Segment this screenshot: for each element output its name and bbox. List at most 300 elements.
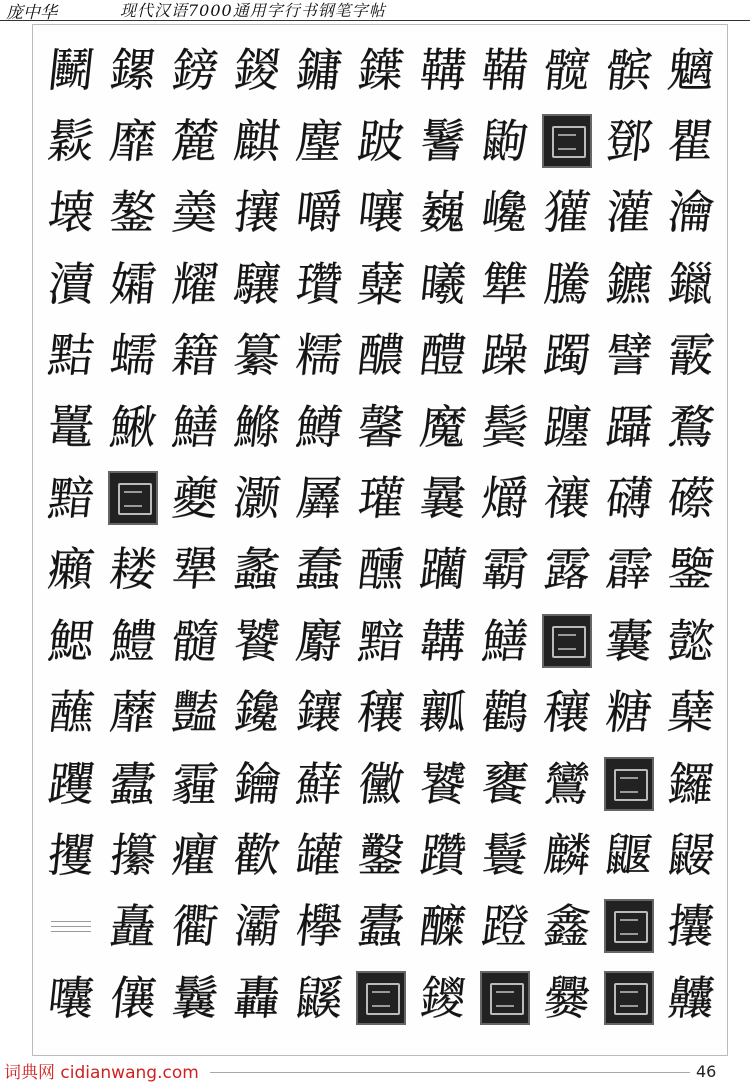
calligraphy-character: 犨 [479,256,531,311]
calligraphy-character: 鎊 [169,42,221,97]
calligraphy-character: 黴 [355,756,407,811]
grid-cell [474,105,536,176]
calligraphy-character: 瓘 [355,471,407,526]
grid-cell [598,177,660,248]
grid-cell [288,248,350,319]
grid-cell [474,962,536,1033]
calligraphy-character: 衢 [169,899,221,954]
calligraphy-character: 耀 [169,256,221,311]
calligraphy-character: 瓤 [417,685,469,740]
calligraphy-character: 蠹 [107,756,159,811]
calligraphy-character: 穰 [541,685,593,740]
grid-cell [164,605,226,676]
calligraphy-character: 攘 [231,185,283,240]
grid-cell [350,819,412,890]
grid-cell [412,534,474,605]
grid-cell [288,105,350,176]
grid-cell [598,105,660,176]
grid-cell [660,248,722,319]
seal-stamp-icon [604,757,654,811]
grid-cell [474,534,536,605]
grid-cell [474,34,536,105]
grid-cell [288,819,350,890]
grid-cell [350,605,412,676]
calligraphy-character: 霾 [169,756,221,811]
grid-cell [350,177,412,248]
calligraphy-character: 鑫 [541,899,593,954]
calligraphy-character: 髌 [603,42,655,97]
calligraphy-character: 蠢 [293,542,345,597]
calligraphy-character: 麓 [169,114,221,169]
calligraphy-character: 麒 [231,114,283,169]
calligraphy-character: 巉 [479,185,531,240]
grid-cell [474,391,536,462]
grid-cell [102,391,164,462]
calligraphy-character: 靡 [107,114,159,169]
grid-cell [598,891,660,962]
calligraphy-character: 灌 [603,185,655,240]
calligraphy-character: 礴 [603,471,655,526]
calligraphy-character: 矗 [107,899,159,954]
grid-cell [226,534,288,605]
footer-divider [210,1072,690,1073]
calligraphy-character: 鱔 [169,399,221,454]
calligraphy-character: 饕 [417,756,469,811]
calligraphy-character: 鑲 [293,685,345,740]
calligraphy-character: 羼 [293,471,345,526]
grid-cell [412,819,474,890]
calligraphy-character: 醺 [355,542,407,597]
calligraphy-character: 霰 [665,328,717,383]
grid-cell [536,891,598,962]
grid-cell [164,320,226,391]
grid-cell [164,248,226,319]
calligraphy-character: 醴 [417,328,469,383]
calligraphy-character: 鰍 [107,399,159,454]
calligraphy-character: 鶩 [665,399,717,454]
grid-cell [226,962,288,1033]
grid-cell [226,320,288,391]
calligraphy-character: 羮 [169,185,221,240]
website-watermark: 词典网 cidianwang.com [4,1063,199,1083]
calligraphy-character: 鑼 [665,756,717,811]
calligraphy-character: 躁 [479,328,531,383]
calligraphy-character: 蠡 [231,542,283,597]
grid-cell [412,891,474,962]
calligraphy-character: 驤 [231,256,283,311]
calligraphy-character: 魑 [665,42,717,97]
grid-cell [350,962,412,1033]
calligraphy-character: 壊 [45,185,97,240]
grid-cell [40,677,102,748]
grid-cell [412,391,474,462]
calligraphy-character: 騰 [541,256,593,311]
calligraphy-character: 鬟 [479,827,531,882]
grid-cell [40,177,102,248]
calligraphy-character: 鸞 [541,756,593,811]
calligraphy-character: 蘚 [293,756,345,811]
grid-cell [412,677,474,748]
grid-cell [660,605,722,676]
calligraphy-character: 鏞 [293,42,345,97]
calligraphy-character: 麈 [293,114,345,169]
calligraphy-character: 鬭 [45,42,97,97]
grid-cell [536,177,598,248]
grid-cell [598,391,660,462]
grid-cell [40,534,102,605]
grid-cell [536,534,598,605]
calligraphy-character: 歡 [231,827,283,882]
grid-cell [40,462,102,533]
grid-cell [660,320,722,391]
calligraphy-character: 鱒 [293,399,345,454]
calligraphy-character: 鰷 [231,399,283,454]
calligraphy-character: 耧 [107,542,159,597]
calligraphy-character: 鰓 [45,613,97,668]
grid-cell [288,320,350,391]
faint-mark-icon [51,911,91,941]
calligraphy-character: 鼴 [603,827,655,882]
seal-stamp-icon [542,114,592,168]
calligraphy-character: 鱧 [107,613,159,668]
grid-cell [660,462,722,533]
book-title: 现代汉语7000通用字行书钢笔字帖 [120,1,386,20]
calligraphy-character: 鑰 [231,756,283,811]
calligraphy-character: 鼍 [45,399,97,454]
grid-cell [350,320,412,391]
grid-cell [164,34,226,105]
calligraphy-character: 罐 [293,827,345,882]
calligraphy-character: 獾 [541,185,593,240]
grid-cell [226,34,288,105]
calligraphy-character: 纂 [231,328,283,383]
calligraphy-character: 瞿 [665,114,717,169]
grid-cell [288,462,350,533]
grid-cell [226,605,288,676]
calligraphy-character: 鑣 [603,256,655,311]
grid-cell [102,605,164,676]
grid-cell [226,105,288,176]
calligraphy-character: 攥 [107,827,159,882]
grid-cell [102,34,164,105]
grid-cell [164,391,226,462]
calligraphy-character: 癯 [169,827,221,882]
seal-stamp-icon [604,899,654,953]
calligraphy-character: 鑁 [417,970,469,1025]
grid-cell [412,462,474,533]
grid-cell [164,534,226,605]
calligraphy-character: 禳 [541,471,593,526]
calligraphy-character: 醾 [417,899,469,954]
grid-cell [102,534,164,605]
calligraphy-character: 蘼 [107,685,159,740]
calligraphy-character: 瀹 [665,185,717,240]
calligraphy-character: 鬤 [169,970,221,1025]
calligraphy-character: 鑒 [665,542,717,597]
calligraphy-character: 攮 [665,899,717,954]
grid-cell [598,605,660,676]
grid-cell [412,105,474,176]
grid-cell [226,177,288,248]
calligraphy-character: 鼩 [479,114,531,169]
calligraphy-character: 灞 [231,899,283,954]
grid-cell [412,962,474,1033]
grid-cell [598,962,660,1033]
seal-stamp-icon [542,614,592,668]
grid-cell [536,320,598,391]
grid-cell [474,177,536,248]
grid-cell [226,462,288,533]
grid-cell [536,34,598,105]
calligraphy-character: 蘖 [665,685,717,740]
grid-cell [598,677,660,748]
grid-cell [660,677,722,748]
grid-cell [598,534,660,605]
seal-stamp-icon [604,971,654,1025]
grid-cell [660,34,722,105]
grid-cell [226,748,288,819]
grid-cell [350,34,412,105]
calligraphy-character: 糯 [293,328,345,383]
grid-cell [660,391,722,462]
calligraphy-character: 鼹 [665,827,717,882]
grid-cell [226,677,288,748]
grid-cell [412,248,474,319]
calligraphy-character: 穰 [355,685,407,740]
grid-cell [598,819,660,890]
calligraphy-character: 鏍 [107,42,159,97]
calligraphy-character: 囊 [603,613,655,668]
grid-cell [102,320,164,391]
grid-cell [660,177,722,248]
calligraphy-character: 麟 [541,827,593,882]
page-header [0,0,750,21]
grid-cell [412,605,474,676]
grid-cell [40,248,102,319]
calligraphy-character: 魔 [417,399,469,454]
calligraphy-character: 糖 [603,685,655,740]
grid-cell [474,248,536,319]
calligraphy-character: 躅 [541,328,593,383]
calligraphy-character: 蘸 [45,685,97,740]
calligraphy-character: 韝 [417,613,469,668]
calligraphy-character: 鬏 [45,114,97,169]
calligraphy-character: 跛 [355,114,407,169]
grid-cell [598,748,660,819]
calligraphy-character: 爝 [479,471,531,526]
grid-cell [350,462,412,533]
grid-cell [40,748,102,819]
grid-cell [660,748,722,819]
calligraphy-character: 鸛 [479,685,531,740]
calligraphy-character: 黯 [45,471,97,526]
calligraphy-character: 轟 [231,970,283,1025]
grid-cell [350,105,412,176]
grid-cell [536,605,598,676]
grid-cell [226,391,288,462]
calligraphy-character: 躦 [417,827,469,882]
grid-cell [660,819,722,890]
calligraphy-character: 躔 [541,399,593,454]
calligraphy-character: 曩 [417,471,469,526]
grid-cell [288,962,350,1033]
calligraphy-character: 躡 [603,399,655,454]
grid-cell [412,34,474,105]
page-footer [0,1058,750,1087]
calligraphy-character: 礤 [665,471,717,526]
grid-cell [164,748,226,819]
calligraphy-character: 曦 [417,256,469,311]
grid-cell [660,534,722,605]
grid-cell [660,962,722,1033]
calligraphy-character: 躩 [45,756,97,811]
grid-cell [350,677,412,748]
grid-cell [474,462,536,533]
calligraphy-character: 霹 [603,542,655,597]
grid-cell [40,819,102,890]
calligraphy-character: 鬐 [417,114,469,169]
grid-cell [164,462,226,533]
calligraphy-character: 籍 [169,328,221,383]
grid-cell [102,962,164,1033]
calligraphy-character: 癩 [45,542,97,597]
calligraphy-character: 欅 [293,899,345,954]
grid-cell [598,462,660,533]
calligraphy-character: 懿 [665,613,717,668]
grid-cell [40,391,102,462]
calligraphy-character: 瓚 [293,256,345,311]
calligraphy-character: 黠 [45,328,97,383]
grid-cell [40,320,102,391]
calligraphy-character: 髓 [169,613,221,668]
grid-cell [350,534,412,605]
grid-cell [412,320,474,391]
calligraphy-character: 鱔 [479,613,531,668]
grid-cell [474,819,536,890]
grid-cell [598,34,660,105]
calligraphy-character: 鑱 [231,685,283,740]
grid-cell [536,962,598,1033]
calligraphy-character: 髋 [541,42,593,97]
character-grid [40,34,722,1033]
grid-cell [660,105,722,176]
grid-cell [164,962,226,1033]
calligraphy-character: 鞴 [479,42,531,97]
grid-cell [226,248,288,319]
calligraphy-character: 嚷 [355,185,407,240]
calligraphy-character: 鼷 [293,970,345,1025]
grid-cell [660,891,722,962]
calligraphy-character: 鐷 [355,42,407,97]
grid-cell [288,677,350,748]
grid-cell [536,748,598,819]
grid-cell [350,748,412,819]
grid-cell [536,677,598,748]
grid-cell [164,177,226,248]
grid-cell [350,891,412,962]
calligraphy-character: 鍐 [231,42,283,97]
grid-cell [164,819,226,890]
grid-cell [102,748,164,819]
grid-cell [102,462,164,533]
grid-cell [288,34,350,105]
grid-cell [536,248,598,319]
grid-cell [474,605,536,676]
calligraphy-character: 霸 [479,542,531,597]
calligraphy-character: 鬓 [479,399,531,454]
grid-cell [536,105,598,176]
calligraphy-character: 黯 [355,613,407,668]
calligraphy-character: 饕 [231,613,283,668]
grid-cell [40,605,102,676]
grid-cell [536,462,598,533]
calligraphy-character: 鄧 [603,114,655,169]
page-number: 46 [696,1062,717,1081]
grid-cell [474,891,536,962]
calligraphy-character: 馨 [355,399,407,454]
calligraphy-character: 蠕 [107,328,159,383]
calligraphy-character: 露 [541,542,593,597]
grid-cell [164,677,226,748]
grid-cell [536,819,598,890]
calligraphy-character: 瀆 [45,256,97,311]
grid-cell [350,391,412,462]
grid-cell [288,177,350,248]
calligraphy-character: 嚼 [293,185,345,240]
grid-cell [536,391,598,462]
grid-cell [102,105,164,176]
calligraphy-character: 爨 [541,970,593,1025]
calligraphy-character: 鏊 [107,185,159,240]
calligraphy-character: 齉 [665,970,717,1025]
grid-cell [102,677,164,748]
calligraphy-character: 攫 [45,827,97,882]
seal-stamp-icon [108,471,158,525]
calligraphy-character: 譬 [603,328,655,383]
author-name: 庞中华 [6,3,57,23]
grid-cell [102,248,164,319]
grid-cell [226,819,288,890]
grid-cell [288,534,350,605]
grid-cell [598,248,660,319]
calligraphy-character: 蹬 [479,899,531,954]
calligraphy-character: 醲 [355,328,407,383]
calligraphy-character: 鞲 [417,42,469,97]
calligraphy-character: 灏 [231,471,283,526]
grid-cell [474,748,536,819]
grid-cell [102,177,164,248]
grid-cell [288,748,350,819]
grid-cell [102,819,164,890]
grid-cell [288,605,350,676]
grid-cell [102,891,164,962]
calligraphy-character: 躪 [417,542,469,597]
calligraphy-character: 犟 [169,542,221,597]
calligraphy-character: 糵 [355,256,407,311]
grid-cell [226,891,288,962]
grid-cell [412,177,474,248]
calligraphy-character: 蠹 [355,899,407,954]
calligraphy-character: 鑞 [665,256,717,311]
seal-stamp-icon [480,971,530,1025]
grid-cell [40,962,102,1033]
calligraphy-character: 麝 [293,613,345,668]
grid-cell [350,248,412,319]
grid-cell [164,891,226,962]
grid-cell [40,105,102,176]
grid-cell [598,320,660,391]
calligraphy-character: 饔 [479,756,531,811]
